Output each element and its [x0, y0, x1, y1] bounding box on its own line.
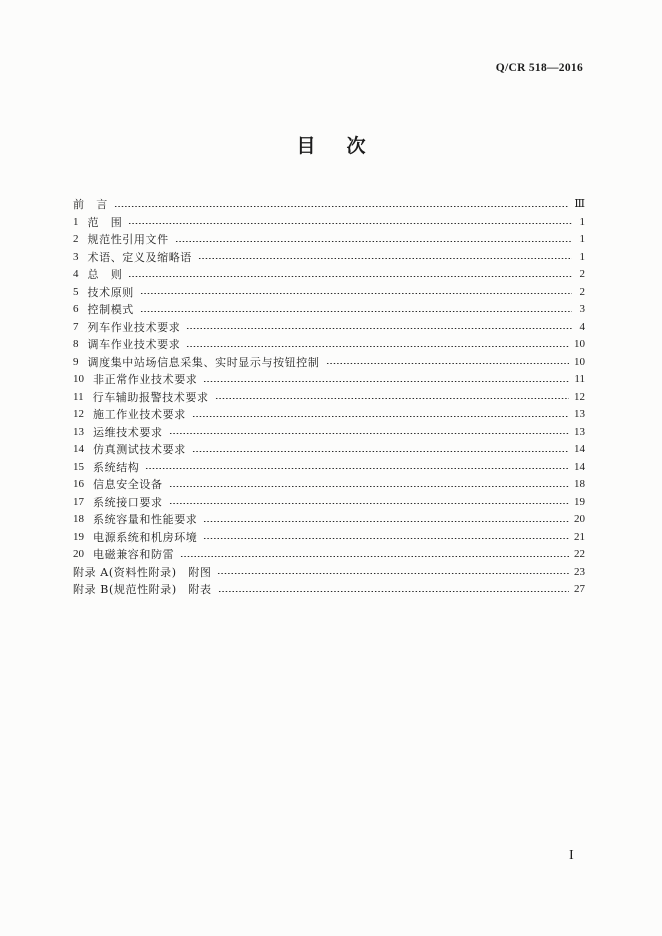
- toc-entry-number: 18: [73, 513, 84, 525]
- toc-entry-page: 10: [574, 355, 585, 368]
- toc-entry-page: 1: [579, 250, 585, 263]
- toc-entry-title: 系统结构: [93, 460, 140, 474]
- toc-entry-number: 4: [73, 268, 79, 280]
- toc-leader-dots: [217, 564, 569, 582]
- toc-entry-page: 1: [579, 215, 585, 228]
- toc-entry-title: 运维技术要求: [93, 425, 163, 439]
- toc-entry-page: 2: [579, 268, 585, 280]
- toc-entry: [73, 529, 585, 547]
- toc-entry-page: 13: [574, 408, 585, 420]
- toc-leader-dots: [140, 284, 572, 302]
- toc-entry-title: 列车作业技术要求: [87, 320, 181, 334]
- toc-entry: [73, 389, 585, 407]
- toc-leader-dots: [169, 424, 569, 442]
- toc-entry-title: 术语、定义及缩略语: [87, 250, 192, 264]
- toc-entry-title: 规范性引用文件: [87, 233, 169, 246]
- toc-entry: [73, 406, 585, 424]
- table-of-contents: [73, 196, 585, 599]
- toc-entry-page: 1: [579, 233, 585, 245]
- toc-entry-page: 18: [574, 478, 585, 490]
- page-number: I: [569, 848, 574, 863]
- toc-leader-dots: [140, 301, 572, 319]
- toc-entry-page: 20: [574, 513, 585, 525]
- page-title: 目 次: [296, 135, 372, 157]
- toc-entry-title: 总 则: [87, 268, 123, 281]
- toc-leader-dots: [215, 389, 569, 407]
- toc-entry-page: 10: [574, 338, 585, 350]
- toc-entry-title: 范 围: [87, 215, 123, 229]
- toc-entry: [73, 371, 585, 389]
- toc-entry-page: 11: [574, 373, 585, 385]
- toc-entry-title: 调车作业技术要求: [87, 338, 181, 351]
- toc-entry-title: 系统接口要求: [93, 495, 163, 509]
- toc-leader-dots: [192, 441, 569, 459]
- toc-leader-dots: [198, 249, 572, 267]
- toc-leader-dots: [203, 371, 569, 389]
- toc-entry-number: 7: [73, 320, 79, 333]
- toc-leader-dots: [128, 214, 572, 232]
- toc-entry: [73, 301, 585, 319]
- toc-entry: [73, 564, 585, 582]
- toc-leader-dots: [326, 354, 570, 372]
- toc-entry: [73, 441, 585, 459]
- toc-leader-dots: [145, 459, 569, 477]
- toc-entry-number: 16: [73, 478, 84, 490]
- toc-leader-dots: [186, 319, 572, 337]
- toc-leader-dots: [128, 266, 572, 284]
- toc-leader-dots: [192, 406, 569, 424]
- toc-entry: [73, 266, 585, 284]
- toc-entry-page: 22: [574, 548, 585, 560]
- toc-leader-dots: [169, 494, 569, 512]
- toc-entry: [73, 581, 585, 599]
- toc-entry-title: 前 言: [73, 198, 108, 211]
- toc-entry-page: 19: [574, 495, 585, 508]
- toc-entry-number: 13: [73, 425, 84, 438]
- toc-entry-number: 9: [73, 355, 79, 368]
- toc-entry-number: 17: [73, 495, 84, 508]
- toc-entry-title: 控制模式: [87, 303, 134, 316]
- toc-entry-page: Ⅲ: [574, 198, 585, 210]
- toc-entry-number: 11: [73, 390, 84, 403]
- toc-entry-number: 5: [73, 285, 79, 298]
- toc-entry: [73, 319, 585, 337]
- toc-entry-title: 行车辅助报警技术要求: [92, 390, 209, 404]
- toc-leader-dots: [114, 196, 570, 214]
- toc-entry: [73, 214, 585, 232]
- toc-entry-number: 3: [73, 250, 79, 263]
- toc-entry-page: 3: [579, 303, 585, 315]
- toc-entry-number: 15: [73, 460, 84, 473]
- toc-entry-number: 8: [73, 338, 79, 350]
- toc-entry-title: 技术原则: [87, 285, 134, 299]
- toc-entry-title: 电源系统和机房环境: [93, 530, 198, 544]
- toc-leader-dots: [175, 231, 572, 249]
- toc-entry-number: 20: [73, 548, 84, 560]
- toc-leader-dots: [203, 529, 569, 547]
- toc-entry: [73, 336, 585, 354]
- toc-entry-title: 调度集中站场信息采集、实时显示与按钮控制: [87, 355, 320, 369]
- toc-entry-title: 施工作业技术要求: [93, 408, 186, 421]
- toc-entry-page: 23: [574, 565, 585, 578]
- toc-entry-page: 14: [574, 443, 585, 455]
- toc-entry-page: 13: [574, 425, 585, 438]
- toc-entry-title: 仿真测试技术要求: [93, 443, 186, 456]
- toc-entry-page: 21: [574, 530, 585, 543]
- toc-entry-number: 12: [73, 408, 84, 420]
- toc-entry-title: 系统容量和性能要求: [93, 513, 198, 526]
- toc-entry: [73, 249, 585, 267]
- toc-entry-number: 14: [73, 443, 84, 455]
- toc-entry-page: 12: [574, 390, 585, 403]
- toc-entry-title: 电磁兼容和防雷: [93, 548, 175, 561]
- toc-entry-title: 附录 B(规范性附录) 附表: [73, 583, 212, 596]
- toc-entry: [73, 196, 585, 214]
- toc-entry: [73, 424, 585, 442]
- toc-entry-page: 27: [574, 583, 585, 595]
- standard-code: Q/CR 518—2016: [495, 62, 583, 74]
- toc-entry: [73, 494, 585, 512]
- toc-entry-title: 信息安全设备: [93, 478, 163, 491]
- toc-entry-number: 19: [73, 530, 84, 543]
- toc-entry: [73, 284, 585, 302]
- toc-entry-number: 2: [73, 233, 79, 245]
- toc-leader-dots: [218, 581, 569, 599]
- toc-leader-dots: [203, 511, 569, 529]
- toc-entry: [73, 546, 585, 564]
- toc-entry: [73, 354, 585, 372]
- toc-entry-page: 2: [579, 285, 585, 298]
- toc-entry-page: 4: [579, 320, 585, 333]
- toc-leader-dots: [186, 336, 569, 354]
- toc-leader-dots: [169, 476, 569, 494]
- toc-entry: [73, 476, 585, 494]
- toc-entry: [73, 511, 585, 529]
- toc-entry-number: 1: [73, 215, 79, 228]
- toc-entry-number: 10: [73, 373, 84, 385]
- toc-entry-number: 6: [73, 303, 79, 315]
- toc-entry-page: 14: [574, 460, 585, 473]
- toc-entry: [73, 459, 585, 477]
- toc-leader-dots: [180, 546, 569, 564]
- toc-entry-title: 附录 A(资料性附录) 附图: [73, 565, 212, 579]
- toc-entry: [73, 231, 585, 249]
- toc-entry-title: 非正常作业技术要求: [93, 373, 198, 386]
